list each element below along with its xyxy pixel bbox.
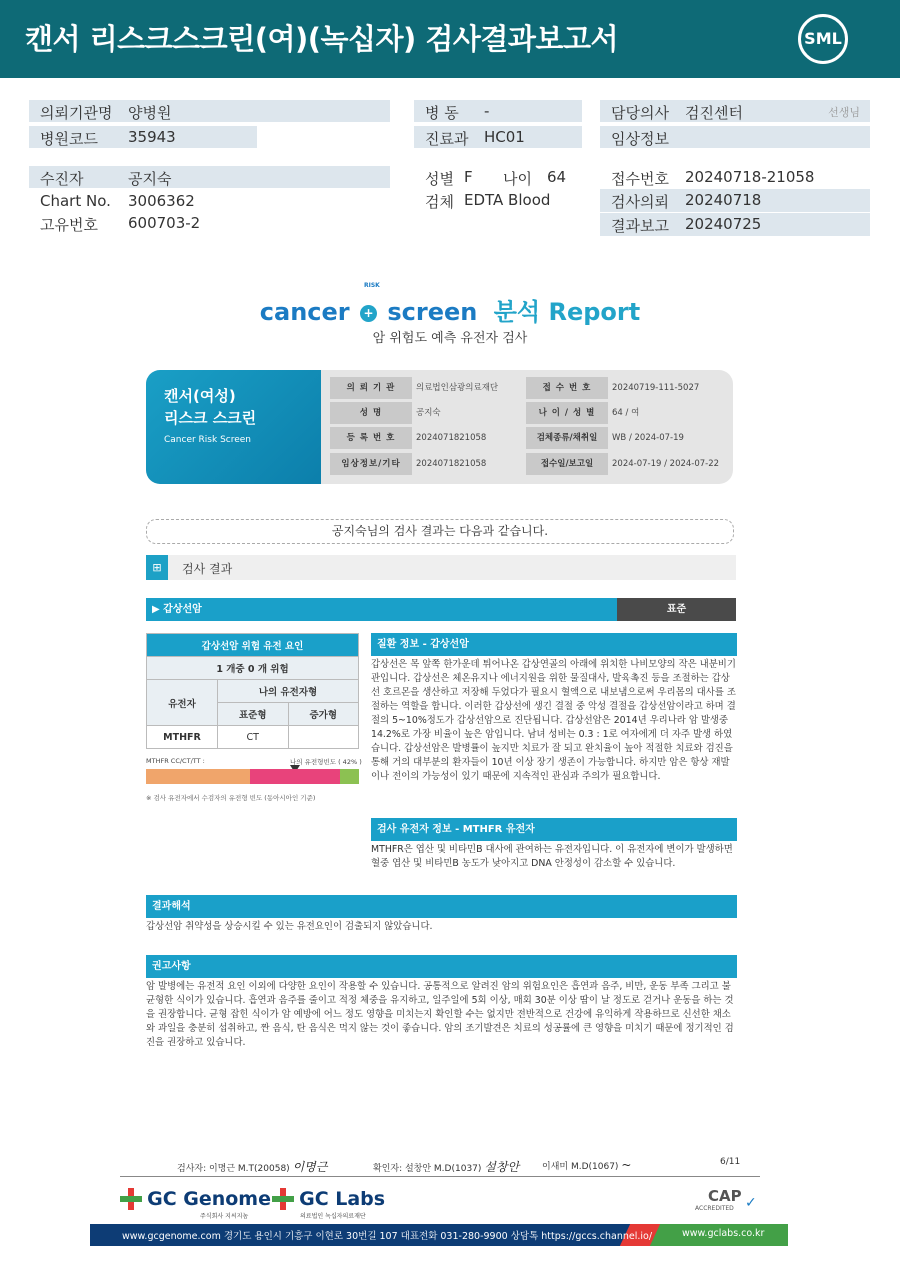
doctor-label: 담당의사 [611, 104, 669, 122]
footer-url[interactable]: www.gclabs.co.kr [682, 1228, 765, 1239]
doctor-suffix: 선생님 [828, 106, 860, 119]
brand-report: 분석 Report [493, 298, 641, 326]
standard-col: 표준형 [218, 703, 289, 726]
age-value: 64 [547, 168, 567, 186]
brand-risk: RISK [364, 282, 380, 289]
table-row [147, 726, 359, 749]
second-signature [542, 1158, 631, 1172]
card-receipt-label: 접 수 번 호 [526, 377, 608, 399]
greeting: 공지숙님의 검사 결과는 다음과 같습니다. [146, 519, 734, 544]
report-header [0, 0, 900, 78]
clinical-field [600, 126, 870, 148]
ward-field [414, 100, 582, 122]
report-value: 20240725 [685, 215, 762, 233]
card-receipt-value: 20240719-111-5027 [612, 383, 700, 393]
gc-cross-icon [272, 1188, 294, 1210]
clinical-label: 임상정보 [611, 130, 669, 148]
gc-genome-sub: 주식회사 지씨지놈 [200, 1213, 249, 1220]
gene-table [146, 633, 359, 749]
gene-name: MTHFR [147, 726, 218, 749]
card-name-value: 공지숙 [416, 408, 441, 418]
card-institution [330, 377, 520, 399]
gene-info-header: 검사 유전자 정보 - MTHFR 유전자 [371, 818, 737, 841]
freq-right-label: 나의 유전형빈도 ( 42% ) [290, 758, 362, 766]
gc-labs-sub: 의료법인 녹십자의료재단 [300, 1213, 366, 1220]
request-value: 20240718 [685, 191, 762, 209]
card-english: Cancer Risk Screen [164, 435, 252, 445]
chart-value: 3006362 [128, 192, 195, 210]
confirmer-signature [373, 1158, 519, 1175]
disease-info-header: 질환 정보 - 갑상선암 [371, 633, 737, 656]
freq-segment-tt [340, 769, 359, 784]
add-box-icon: ⊞ [146, 555, 168, 580]
result-cancer-bar: ▶ 갑상선암 [146, 598, 617, 621]
institution-label: 의뢰기관명 [40, 104, 113, 122]
hospital-code-value: 35943 [128, 128, 176, 146]
receipt-label: 접수번호 [611, 170, 669, 188]
signature-divider [120, 1176, 760, 1177]
patient-field [29, 166, 390, 188]
cap-sub: ACCREDITED [695, 1205, 734, 1212]
footer-text: www.gcgenome.com 경기도 용인시 기흥구 이현로 30번길 107 대표전화 031-280-9900 상담톡 https://gccs.channel.io/ [122, 1231, 653, 1242]
card-institution-label: 의 뢰 기 관 [330, 377, 412, 399]
card-age-label: 나 이 / 성 별 [526, 402, 608, 424]
section-header [146, 555, 736, 580]
dept-field [414, 126, 582, 148]
confirmer-sign-image: 설창안 [484, 1160, 520, 1174]
receipt-field [600, 166, 870, 188]
sml-logo [798, 14, 848, 64]
institution-value: 양병원 [128, 104, 172, 122]
gene-info-text: MTHFR은 엽산 및 비타민B 대사에 관여하는 유전자입니다. 이 유전자에 변이가 발생하면 혈중 엽산 및 비타민B 농도가 낮아지고 DNA 안정성이 감소할 수 있습니다. [371, 844, 733, 869]
request-label: 검사의뢰 [611, 193, 669, 211]
card-reg-value: 2024071821058 [416, 433, 487, 443]
card-name [330, 402, 520, 424]
ward-label: 병 동 [425, 104, 459, 122]
brand-logo [0, 292, 900, 327]
doctor-field [600, 100, 870, 122]
freq-bar [146, 769, 359, 784]
request-field [600, 189, 870, 212]
cap-logo [690, 1187, 760, 1217]
unique-field [29, 212, 390, 234]
tester-signature [177, 1158, 327, 1175]
gc-genome-name: GC Genome [147, 1188, 271, 1210]
unique-value: 600703-2 [128, 214, 201, 232]
card-title-line2: 리스크 스크린 [164, 409, 257, 427]
chart-field [29, 190, 390, 212]
increased-col: 증가형 [288, 703, 359, 726]
dept-label: 진료과 [425, 130, 469, 148]
card-age-value: 64 / 여 [612, 408, 640, 418]
card-title [164, 385, 256, 429]
patient-value: 공지숙 [128, 170, 172, 188]
gene-col-label: 유전자 [147, 680, 218, 726]
card-clinical-value: 2024071821058 [416, 459, 487, 469]
dept-value: HC01 [484, 128, 525, 146]
chart-label: Chart No. [40, 192, 111, 210]
card-name-label: 성 명 [330, 402, 412, 424]
card-reg-label: 등 록 번 호 [330, 427, 412, 449]
hospital-code-field [29, 126, 257, 148]
card-title-line1: 캔서(여성) [164, 387, 236, 405]
freq-note: ※ 검사 유전자에서 수검자의 유전형 빈도 (동아시아인 기준) [146, 794, 316, 802]
table-row [147, 657, 359, 680]
report-title: 캔서 리스크스크린(여)(녹십자) 검사결과보고서 [25, 22, 618, 56]
card-dates [526, 453, 726, 475]
freq-segment-cc [146, 769, 250, 784]
card-dates-label: 접수일/보고일 [526, 453, 608, 475]
brand-screen: screen [387, 298, 478, 326]
report-date-field [600, 213, 870, 236]
card-specimen-value: WB / 2024-07-19 [612, 433, 684, 443]
table-row [147, 680, 359, 703]
freq-segment-ct [250, 769, 340, 784]
card-dates-value: 2024-07-19 / 2024-07-22 [612, 459, 720, 469]
sml-logo-text: SML [804, 29, 842, 48]
specimen-label: 검체 [425, 193, 454, 211]
table-row [147, 634, 359, 657]
freq-left-label: MTHFR CC/CT/TT : [146, 757, 205, 765]
specimen-field [414, 189, 594, 211]
section-title: 검사 결과 [182, 562, 233, 576]
gc-cross-icon [120, 1188, 142, 1210]
gc-labs-logo [272, 1188, 385, 1210]
patient-label: 수진자 [40, 170, 84, 188]
brand-subtitle: 암 위험도 예측 유전자 검사 [372, 331, 528, 346]
page-number: 6/11 [720, 1157, 741, 1167]
risk-icon: + [360, 305, 377, 322]
sex-label: 성별 [425, 170, 454, 188]
tester-name: 검사자: 이명근 M.T(20058) [177, 1164, 290, 1174]
ward-value: - [484, 102, 490, 120]
hospital-code-label: 병원코드 [40, 130, 98, 148]
card-institution-value: 의료법인삼광의료재단 [416, 383, 499, 393]
report-label: 결과보고 [611, 217, 669, 235]
second-sign-image: ~ [621, 1158, 632, 1172]
cap-title: CAP [708, 1187, 742, 1205]
card-clinical-label: 임상정보/기타 [330, 453, 412, 475]
card-banner [146, 370, 321, 484]
interpretation-text: 갑상선암 취약성을 상승시킬 수 있는 유전요인이 검출되지 않았습니다. [146, 921, 433, 932]
age-label: 나이 [503, 170, 532, 188]
gene-table-header: 갑상선암 위험 유전 요인 [147, 634, 359, 657]
interpretation-header: 결과해석 [146, 895, 737, 918]
disease-info-text: 갑상선은 목 앞쪽 한가운데 튀어나온 갑상연골의 아래에 위치한 나비모양의 작은 내분비기관입니다. 갑상선은 체온유지나 에너지원을 위한 물질대사, 발육촉진 등을 조절하는 갑상선 호르몬을 생산하고 저장해 두었다가 필요시 혈액으로 내보냄으로써 우리몸의 대사를 조절하는 역할을 합니다. 이러한 갑상선에 생긴 결절 중 악성 결절을 갑상선암이라고 하며 결절의 5~10%정도가 갑상선암으로 진단됩니다. 갑상선암은 2014년 우리나라 암 발생중 14.2%로 가장 비율이 높은 암입니다. 남녀 성비는 0.3 : 1로 여자에게 더 자주 발생 하였습니다. 갑상선암은 발병률이 높지만 치료가 잘 되고 완치율이 높아 적절한 치료와 검진을 통해 거의 대부분의 환자들이 10년 이상 장기 생존이 가능합니다. 하지만 암은 항상 재발이나 전이의 가능성이 있기 때문에 지속적인 관심과 주의가 필요합니다. [371, 659, 736, 782]
receipt-value: 20240718-21058 [685, 168, 815, 186]
card-receipt [526, 377, 726, 399]
standard-value: CT [218, 726, 289, 749]
gene-table-summary: 1 개중 0 개 위험 [147, 657, 359, 680]
confirmer-name: 확인자: 설창안 M.D(1037) [373, 1164, 482, 1174]
info-card [146, 370, 733, 484]
my-genotype-label: 나의 유전자형 [218, 680, 359, 703]
gc-labs-name: GC Labs [299, 1188, 386, 1210]
sex-value: F [464, 168, 473, 186]
footer-bar [90, 1224, 788, 1246]
sex-age-field [414, 166, 594, 188]
second-name: 이새미 M.D(1067) [542, 1162, 619, 1172]
unique-label: 고유번호 [40, 216, 98, 234]
increased-value [288, 726, 359, 749]
institution-field [29, 100, 390, 122]
recommendation-text: 암 발병에는 유전적 요인 이외에 다양한 요인이 작용할 수 있습니다. 공통적으로 알려진 암의 위험요인은 흡연과 음주, 비만, 운동 부족 그리고 불균형한 식이가 있습니다. 흡연과 음주를 줄이고 적정 체중을 유지하고, 일주일에 5회 이상, 매회 30분 이상 땀이 날 정도로 걷거나 운동을 하는 것을 권장합니다. 균형 잡힌 식이가 암 예방에 어느 정도 영향을 미치는지 확인할 수는 없지만 전반적으로 건강에 유익하게 작용하므로 신선한 채소와 과일을 충분히 섭취하고, 짠 음식, 탄 음식은 먹지 않는 것이 좋습니다. 암의 조기발견은 치료의 성공률에 큰 영향을 미치기 때문에 정기적인 검진을 권장하고 있습니다. [146, 981, 734, 1048]
specimen-value: EDTA Blood [464, 191, 551, 209]
card-age [526, 402, 726, 424]
check-icon: ✓ [745, 1195, 757, 1211]
tester-sign-image: 이명근 [292, 1160, 328, 1174]
doctor-value: 검진센터 [685, 104, 743, 122]
brand-cancer: cancer [259, 298, 350, 326]
card-specimen-label: 검체종류/채취일 [526, 427, 608, 449]
gc-genome-logo [120, 1188, 271, 1210]
recommendation-header: 권고사항 [146, 955, 737, 978]
card-clinical [330, 453, 520, 475]
card-reg [330, 427, 520, 449]
result-status-badge: 표준 [617, 598, 736, 621]
card-specimen [526, 427, 726, 449]
